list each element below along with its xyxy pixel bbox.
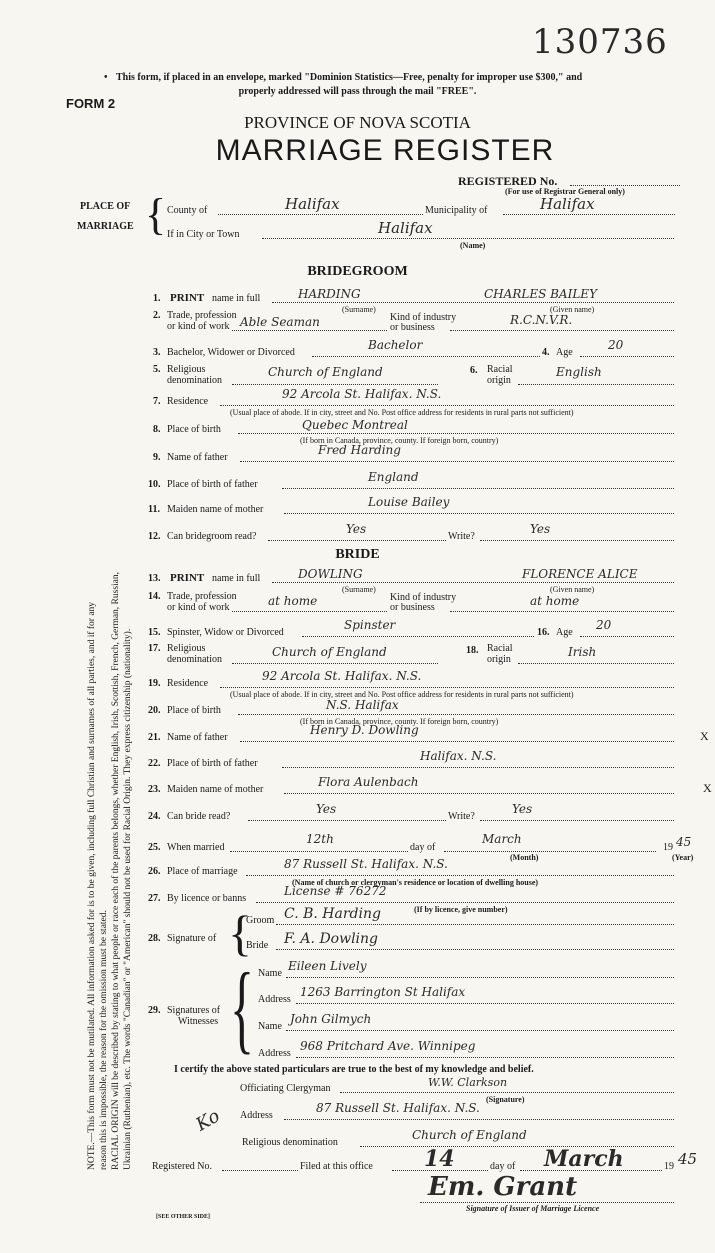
field-label: Name of father	[167, 732, 228, 743]
serial-number: 130736	[532, 22, 668, 62]
field-label: Residence	[167, 678, 209, 689]
bride-age-line	[580, 636, 674, 637]
registrar-note: (For use of Registrar General only)	[505, 187, 625, 196]
field-label: or business	[390, 602, 435, 613]
groom-father-line	[240, 461, 674, 462]
groom-age-line	[580, 356, 674, 357]
groom-father: Fred Harding	[318, 443, 401, 457]
signature-note: (Signature)	[486, 1095, 525, 1104]
groom-surname: HARDING	[298, 287, 361, 301]
field-label: Maiden name of mother	[167, 784, 264, 795]
bride-can-write: Yes	[512, 802, 533, 816]
married-month-line	[444, 851, 656, 852]
field-label: By licence or banns	[167, 893, 247, 904]
surname-note: (Surname)	[342, 585, 376, 594]
registered-no-label: REGISTERED No.	[458, 174, 558, 188]
clergyman-religion: Church of England	[412, 1128, 527, 1142]
see-other-side: [SEE OTHER SIDE]	[156, 1214, 211, 1220]
field-number: 17.	[148, 643, 161, 654]
field-label: Spinster, Widow or Divorced	[167, 627, 284, 638]
year-prefix: 19	[663, 842, 673, 853]
groom-trade: Able Seaman	[240, 315, 320, 329]
place-label-1: PLACE OF	[80, 201, 131, 212]
field-label: Place of birth of father	[167, 758, 258, 769]
groom-status: Bachelor	[368, 338, 423, 352]
field-label: origin	[487, 375, 511, 386]
field-number: 8.	[153, 424, 161, 435]
witness1-name-line	[286, 977, 674, 978]
place-brace: {	[145, 190, 167, 239]
field-label: Write?	[448, 531, 475, 542]
address-label: Address	[258, 994, 291, 1005]
field-label: Trade, profession	[167, 591, 237, 602]
groom-industry: R.C.N.V.R.	[510, 313, 573, 327]
field-label: Place of birth	[167, 424, 221, 435]
field-label: Maiden name of mother	[167, 504, 264, 515]
bride-surname: DOWLING	[298, 567, 363, 581]
field-number: 12.	[148, 531, 161, 542]
groom-racial-origin: English	[556, 365, 602, 379]
bride-can-read: Yes	[316, 802, 337, 816]
groom-signature: C. B. Harding	[284, 906, 381, 922]
witness-brace: {	[230, 952, 254, 1063]
registered-line	[222, 1170, 298, 1171]
certification-statement: I certify the above stated particulars are true to the best of my knowledge and belief.	[174, 1064, 534, 1075]
groom-signature-line	[276, 924, 674, 925]
print-label: PRINT	[170, 292, 205, 304]
surname-note: (Surname)	[342, 305, 376, 314]
bride-status-line	[302, 636, 534, 637]
county-value: Halifax	[285, 195, 340, 213]
bride-birthplace: N.S. Halifax	[326, 698, 399, 712]
given-name-note: (Given name)	[550, 305, 595, 314]
field-number: 3.	[153, 347, 161, 358]
field-number: 23.	[148, 784, 161, 795]
field-label: Write?	[448, 811, 475, 822]
name-label: Name	[258, 1021, 282, 1032]
province-heading: PROVINCE OF NOVA SCOTIA	[244, 113, 471, 132]
city-name-note: (Name)	[460, 241, 486, 250]
municipality-label: Municipality of	[425, 205, 488, 216]
bride-status: Spinster	[344, 618, 396, 632]
mail-notice-1: This form, if placed in an envelope, marked "Dominion Statistics—Free, penalty for improper use $300," and	[116, 72, 583, 83]
groom-father-birth-line	[282, 488, 674, 489]
bride-father-line	[240, 741, 674, 742]
field-label: or kind of work	[167, 602, 230, 613]
name-label: Name	[258, 968, 282, 979]
bridegroom-heading: BRIDEGROOM	[307, 264, 408, 279]
filed-label: Filed at this office	[300, 1161, 373, 1172]
witness2-name-line	[286, 1030, 674, 1031]
groom-write-line	[480, 540, 674, 541]
margin-mark: X	[703, 781, 712, 795]
field-label: Can bride read?	[167, 811, 231, 822]
city-value: Halifax	[378, 219, 433, 237]
field-number: 16.	[537, 627, 550, 638]
field-label: day of	[490, 1161, 516, 1172]
side-note	[86, 210, 134, 1170]
bride-father-birth-line	[282, 767, 674, 768]
groom-origin-line	[518, 384, 674, 385]
field-label: Can bridegroom read?	[167, 531, 257, 542]
groom-can-read: Yes	[346, 522, 367, 536]
groom-trade-line	[232, 330, 387, 331]
residence-note: (Usual place of abode. If in city, street and No. Post office address for residents in rural parts not sufficient)	[230, 690, 574, 699]
witness2-address-line	[296, 1057, 674, 1058]
field-label: Kind of industry	[390, 312, 457, 323]
married-year: 45	[676, 835, 692, 849]
field-number: 6.	[470, 365, 478, 376]
bride-signature: F. A. Dowling	[284, 931, 379, 947]
address-label: Address	[258, 1048, 291, 1059]
registered-label: Registered No.	[152, 1161, 212, 1172]
clergyman-address: 87 Russell St. Halifax. N.S.	[316, 1101, 480, 1115]
birth-note: (If born in Canada, province, county. If foreign born, country)	[300, 436, 499, 445]
field-label: Racial	[487, 364, 513, 375]
filed-day: 14	[424, 1146, 455, 1172]
field-number: 9.	[153, 452, 161, 463]
clergyman-line	[340, 1092, 674, 1093]
groom-label: Groom	[246, 915, 275, 926]
groom-industry-line	[450, 330, 674, 331]
side-note-line-1: NOTE.—This form must not be mutilated. All information asked for is to be given, including full Christian and surnames of all parties, and if for any	[87, 601, 97, 1170]
margin-mark: X	[700, 729, 709, 743]
field-number: 13.	[148, 573, 161, 584]
county-line	[218, 214, 423, 215]
bride-industry: at home	[530, 594, 580, 608]
clergyman-religion-line	[360, 1146, 674, 1147]
field-label: denomination	[167, 654, 222, 665]
municipality-line	[503, 214, 675, 215]
issuer-signature: Em. Grant	[428, 1172, 578, 1202]
field-label: Place of birth of father	[167, 479, 258, 490]
licence-line	[256, 902, 674, 903]
witness1-address: 1263 Barrington St Halifax	[300, 985, 466, 999]
bride-industry-line	[450, 611, 674, 612]
city-label: If in City or Town	[167, 229, 240, 240]
married-day-line	[230, 851, 408, 852]
witness1-name: Eileen Lively	[288, 959, 367, 973]
bride-residence-line	[220, 687, 674, 688]
bride-signature-line	[276, 949, 674, 950]
municipality-value: Halifax	[540, 195, 595, 213]
field-label: Age	[556, 347, 573, 358]
field-label: Place of birth	[167, 705, 221, 716]
issuer-note: Signature of Issuer of Marriage Licence	[466, 1204, 600, 1213]
bride-trade: at home	[268, 594, 318, 608]
field-label: origin	[487, 654, 511, 665]
field-label: Residence	[167, 396, 209, 407]
witness2-name: John Gilmych	[290, 1012, 372, 1026]
licence-number: License # 76272	[284, 884, 387, 898]
side-note-line-4: Ukrainian (Ruthenian), etc. The words "Canadian" or "American" should not be used for Racial Origin. They express citizenship (nationality).	[123, 628, 133, 1170]
field-number: 18.	[466, 645, 479, 656]
field-label: Kind of industry	[390, 592, 457, 603]
field-number: 14.	[148, 591, 161, 602]
groom-can-write: Yes	[530, 522, 551, 536]
field-label: or kind of work	[167, 321, 230, 332]
mail-bullet: •	[104, 72, 108, 83]
groom-given-name: CHARLES BAILEY	[484, 287, 597, 301]
bride-heading: BRIDE	[335, 547, 380, 562]
field-number: 26.	[148, 866, 161, 877]
field-label: name in full	[212, 573, 261, 584]
groom-birth-line	[238, 433, 674, 434]
bride-age: 20	[596, 618, 612, 632]
field-label: Place of marriage	[167, 866, 238, 877]
registered-no-line	[570, 185, 680, 186]
witness1-address-line	[296, 1003, 674, 1004]
county-label: County of	[167, 205, 208, 216]
field-label: name in full	[212, 293, 261, 304]
groom-religion-line	[232, 384, 438, 385]
clergyman-label: Officiating Clergyman	[240, 1083, 331, 1094]
field-number: 20.	[148, 705, 161, 716]
bride-religion: Church of England	[272, 645, 387, 659]
field-number: 7.	[153, 396, 161, 407]
page-title: MARRIAGE REGISTER	[215, 134, 555, 167]
bride-father-birthplace: Halifax. N.S.	[420, 749, 497, 763]
clergyman-signature: W.W. Clarkson	[428, 1076, 508, 1089]
field-number: 5.	[153, 364, 161, 375]
bride-racial-origin: Irish	[568, 645, 597, 659]
year-note: (Year)	[672, 853, 694, 862]
bride-mother: Flora Aulenbach	[318, 775, 419, 789]
bride-trade-line	[232, 611, 387, 612]
field-label: Signature of	[167, 933, 217, 944]
clergyman-address-line	[284, 1119, 674, 1120]
field-label: denomination	[167, 375, 222, 386]
bride-mother-line	[284, 793, 674, 794]
mail-notice-2: properly addressed will pass through the mail "FREE".	[238, 86, 477, 97]
form-number: FORM 2	[66, 96, 116, 111]
field-label: Bachelor, Widower or Divorced	[167, 347, 295, 358]
married-month: March	[482, 832, 522, 846]
side-note-line-2: reason this is impossible, the reason for the omission must be stated.	[99, 910, 109, 1170]
given-name-note: (Given name)	[550, 585, 595, 594]
field-number: 19.	[148, 678, 161, 689]
address-label: Address	[240, 1110, 273, 1121]
bride-given-name: FLORENCE ALICE	[522, 567, 638, 581]
month-note: (Month)	[510, 853, 539, 862]
bride-name-line	[272, 582, 674, 583]
filed-month: March	[544, 1146, 624, 1172]
field-number: 24.	[148, 811, 161, 822]
field-label: Racial	[487, 643, 513, 654]
marriage-place: 87 Russell St. Halifax. N.S.	[284, 857, 448, 871]
field-number: 22.	[148, 758, 161, 769]
witness2-address: 968 Pritchard Ave. Winnipeg	[300, 1039, 476, 1053]
signature-brace: {	[228, 905, 252, 961]
bride-religion-line	[232, 663, 438, 664]
bride-write-line	[480, 820, 674, 821]
groom-read-line	[268, 540, 446, 541]
groom-religion: Church of England	[268, 365, 383, 379]
field-number: 21.	[148, 732, 161, 743]
religion-label: Religious denomination	[242, 1137, 338, 1148]
field-label: or business	[390, 322, 435, 333]
bride-residence: 92 Arcola St. Halifax. N.S.	[262, 669, 422, 683]
bride-birth-line	[238, 714, 674, 715]
field-number: 4.	[542, 347, 550, 358]
field-label: Trade, profession	[167, 310, 237, 321]
bride-label: Bride	[246, 940, 269, 951]
field-label: Witnesses	[178, 1016, 219, 1027]
year-prefix: 19	[664, 1161, 674, 1172]
print-label: PRINT	[170, 572, 205, 584]
groom-residence: 92 Arcola St. Halifax. N.S.	[282, 387, 442, 401]
filed-year: 45	[678, 1150, 698, 1168]
groom-residence-line	[220, 405, 674, 406]
city-line	[262, 238, 674, 239]
married-day: 12th	[306, 832, 334, 846]
field-number: 25.	[148, 842, 161, 853]
bride-read-line	[248, 820, 446, 821]
groom-father-birthplace: England	[368, 470, 419, 484]
groom-birthplace: Quebec Montreal	[302, 418, 408, 432]
birth-note: (If born in Canada, province, county. If foreign born, country)	[300, 717, 499, 726]
field-label: Signatures of	[167, 1005, 221, 1016]
field-label: When married	[167, 842, 225, 853]
field-number: 27.	[148, 893, 161, 904]
field-number: 11.	[148, 504, 160, 515]
field-number: 2.	[153, 310, 161, 321]
field-label: Name of father	[167, 452, 228, 463]
side-note-line-3: RACIAL ORIGIN will be described by stating to what people or race each of the parents belongs, whether English, Irish, Scottish, French, German, Russian,	[111, 571, 121, 1170]
issuer-line	[420, 1202, 674, 1203]
field-number: 10.	[148, 479, 161, 490]
residence-note: (Usual place of abode. If in city, street and No. Post office address for residents in rural parts not sufficient)	[230, 408, 574, 417]
place-label-2: MARRIAGE	[77, 221, 134, 232]
groom-mother-line	[284, 513, 674, 514]
field-label: Religious	[167, 364, 206, 375]
field-label: day of	[410, 842, 436, 853]
licence-note: (If by licence, give number)	[414, 905, 508, 914]
groom-mother: Louise Bailey	[368, 495, 450, 509]
field-label: Age	[556, 627, 573, 638]
field-number: 15.	[148, 627, 161, 638]
place-note: (Name of church or clergyman's residence or location of dwelling house)	[292, 878, 539, 887]
field-number: 1.	[153, 293, 161, 304]
field-number: 28.	[148, 933, 161, 944]
margin-mark: Ko	[192, 1105, 224, 1136]
marriage-place-line	[246, 875, 674, 876]
bride-father: Henry D. Dowling	[310, 723, 419, 737]
field-label: Religious	[167, 643, 206, 654]
groom-status-line	[312, 356, 540, 357]
bride-origin-line	[518, 663, 674, 664]
groom-name-line	[272, 302, 674, 303]
field-number: 29.	[148, 1005, 161, 1016]
groom-age: 20	[608, 338, 624, 352]
